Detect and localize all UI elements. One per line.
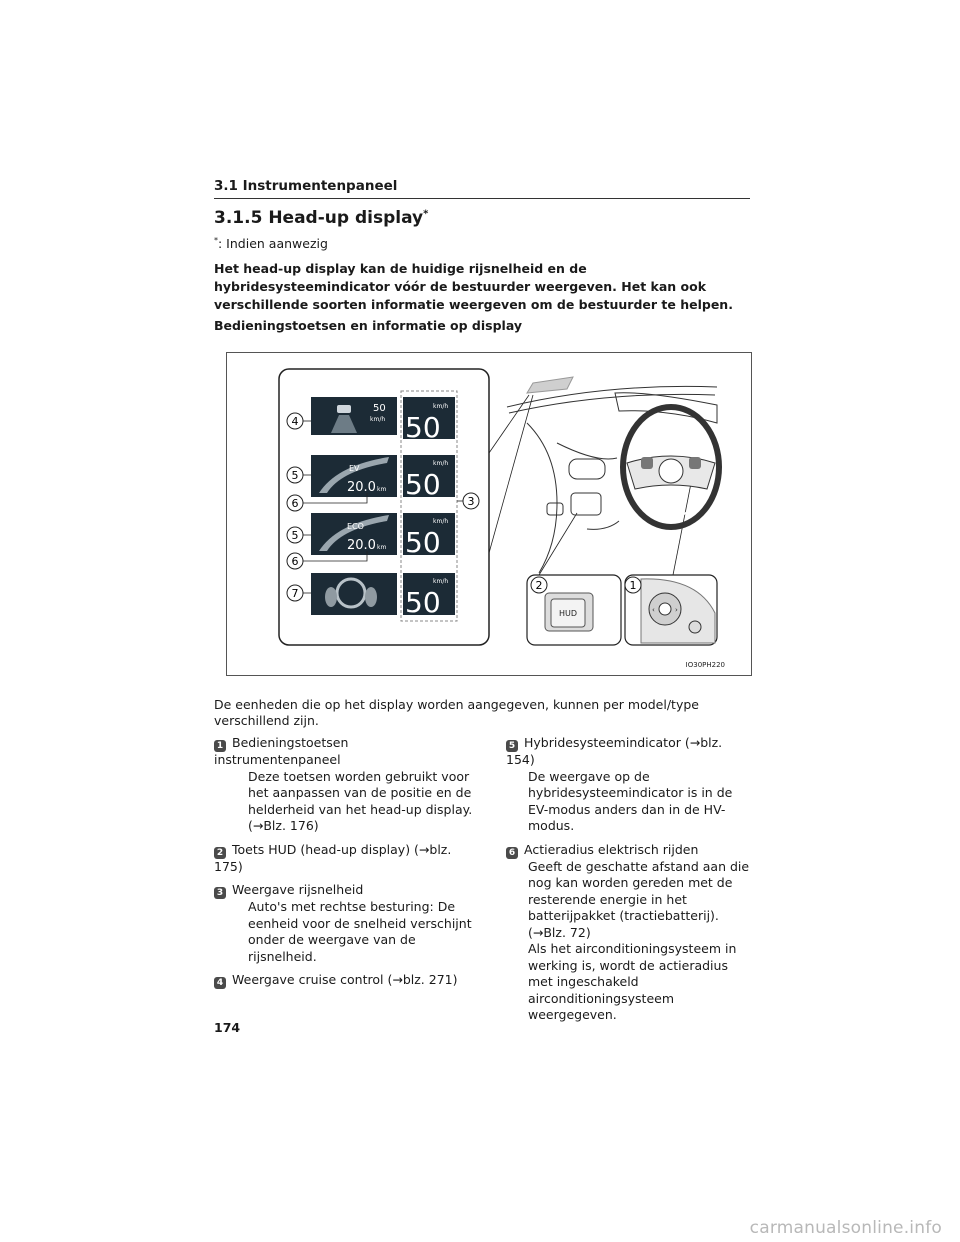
steering-wheel: [623, 407, 719, 527]
number-badge-1: 1: [214, 740, 226, 752]
car-icon: [337, 405, 351, 413]
callout-4: 4: [291, 415, 299, 428]
ev-label: EV: [349, 464, 360, 473]
number-badge-5: 5: [506, 740, 518, 752]
callout-7: 7: [291, 587, 299, 600]
speed-value-3: 50: [405, 526, 441, 559]
legend-item-6: [506, 842, 752, 1024]
callout-2: 2: [535, 579, 543, 592]
legend-desc-6b: Als het airconditioningsysteem in werking is, wordt de actieradius met ingeschakeld airconditioningsysteem weergegeven.: [528, 941, 737, 1022]
eco-label: ECO: [347, 522, 364, 531]
right-hand-icon: [365, 587, 377, 607]
cruise-speed: 50: [373, 403, 386, 414]
number-badge-6: 6: [506, 847, 518, 859]
callout-5b: 5: [291, 529, 299, 542]
section-divider: [214, 198, 750, 199]
number-badge-3: 3: [214, 887, 226, 899]
legend-item-5: [506, 735, 752, 835]
subheading: Bedieningstoetsen en informatie op display: [214, 318, 523, 333]
section-header: 3.1 Instrumentenpaneel: [214, 178, 398, 194]
footnote: [214, 236, 328, 251]
legend-title-1: Bedieningstoetsen instrumentenpaneel: [214, 735, 349, 767]
speed-unit-2: km/h: [433, 460, 449, 467]
eco-range-unit: km: [377, 544, 387, 551]
speed-unit-3: km/h: [433, 518, 449, 525]
watermark: carmanualsonline.info: [749, 1218, 942, 1238]
footnote-text: : Indien aanwezig: [218, 236, 328, 252]
speed-value-2: 50: [405, 468, 441, 501]
callout-6a: 6: [291, 497, 299, 510]
legend-item-2: [214, 842, 476, 876]
back-button-icon: [689, 621, 701, 633]
legend-item-4: [214, 972, 476, 989]
page-title: [214, 208, 428, 228]
legend-title-3: Weergave rijsnelheid: [232, 882, 364, 897]
legend-desc-5: De weergave op de hybridesysteemindicator is in de EV-modus anders dan in de HV-modus.: [528, 768, 733, 833]
hud-button-label: HUD: [558, 609, 578, 618]
ev-range: 20.0: [347, 480, 376, 495]
legend-title-2: Toets HUD (head-up display) (→blz. 175): [214, 841, 452, 874]
speed-value-4: 50: [405, 586, 441, 619]
dial-center-button: [659, 603, 671, 615]
speed-unit-4: km/h: [433, 578, 449, 585]
figure-code: IO30PH220: [685, 661, 725, 669]
optional-mark: *: [423, 208, 429, 220]
callout-3: 3: [467, 495, 475, 508]
speed-unit-1: km/h: [433, 403, 449, 410]
ev-range-unit: km: [377, 486, 387, 493]
legend-title-4: Weergave cruise control (→blz. 271): [232, 972, 458, 987]
callout-1: 1: [629, 579, 637, 592]
legend-title-6: Actieradius elektrisch rijden: [524, 841, 699, 857]
legend-desc-3: Auto's met rechtse besturing: De eenheid voor de snelheid verschijnt onder de weergave van de rijsnelheid.: [248, 899, 472, 964]
legend-left-column: [214, 735, 476, 996]
callout-5a: 5: [291, 469, 299, 482]
eco-range: 20.0: [347, 538, 376, 553]
hud-illustration: [227, 353, 751, 675]
speed-value-1: 50: [405, 411, 441, 444]
legend-right-column: [506, 735, 752, 1031]
units-note: De eenheden die op het display worden aangegeven, kunnen per model/type verschillend zijn.: [214, 697, 699, 728]
left-hand-icon: [325, 587, 337, 607]
page-title-text: 3.1.5 Head-up display: [214, 208, 424, 228]
legend-desc-6: Geeft de geschatte afstand aan die nog kan worden gereden met de resterende energie in het batterijpakket (tractiebatterij). (→Blz. 72): [528, 858, 750, 940]
footnote-mark: *: [214, 236, 218, 245]
hud-figure: [226, 352, 752, 676]
number-badge-2: 2: [214, 847, 226, 859]
dial-right-arrow-icon: ›: [675, 606, 678, 614]
legend-desc-1: Deze toetsen worden gebruikt voor het aanpassen van de positie en de helderheid van het head-up display. (→Blz. 176): [248, 768, 473, 833]
legend-item-3: [214, 882, 476, 965]
legend-title-5: Hybridesysteemindicator (→blz. 154): [506, 735, 723, 767]
number-badge-4: 4: [214, 977, 226, 989]
intro-paragraph: Het head-up display kan de huidige rijsnelheid en de hybridesysteemindicator vóór de bestuurder weergeven. Het kan ook verschillende soorten informatie weergeven om de bestuurder te helpen.: [214, 261, 733, 312]
dial-left-arrow-icon: ‹: [652, 606, 655, 614]
page-number: 174: [214, 1020, 241, 1035]
callout-6b: 6: [291, 555, 299, 568]
legend-item-1: [214, 735, 476, 835]
cruise-unit: km/h: [370, 416, 386, 423]
